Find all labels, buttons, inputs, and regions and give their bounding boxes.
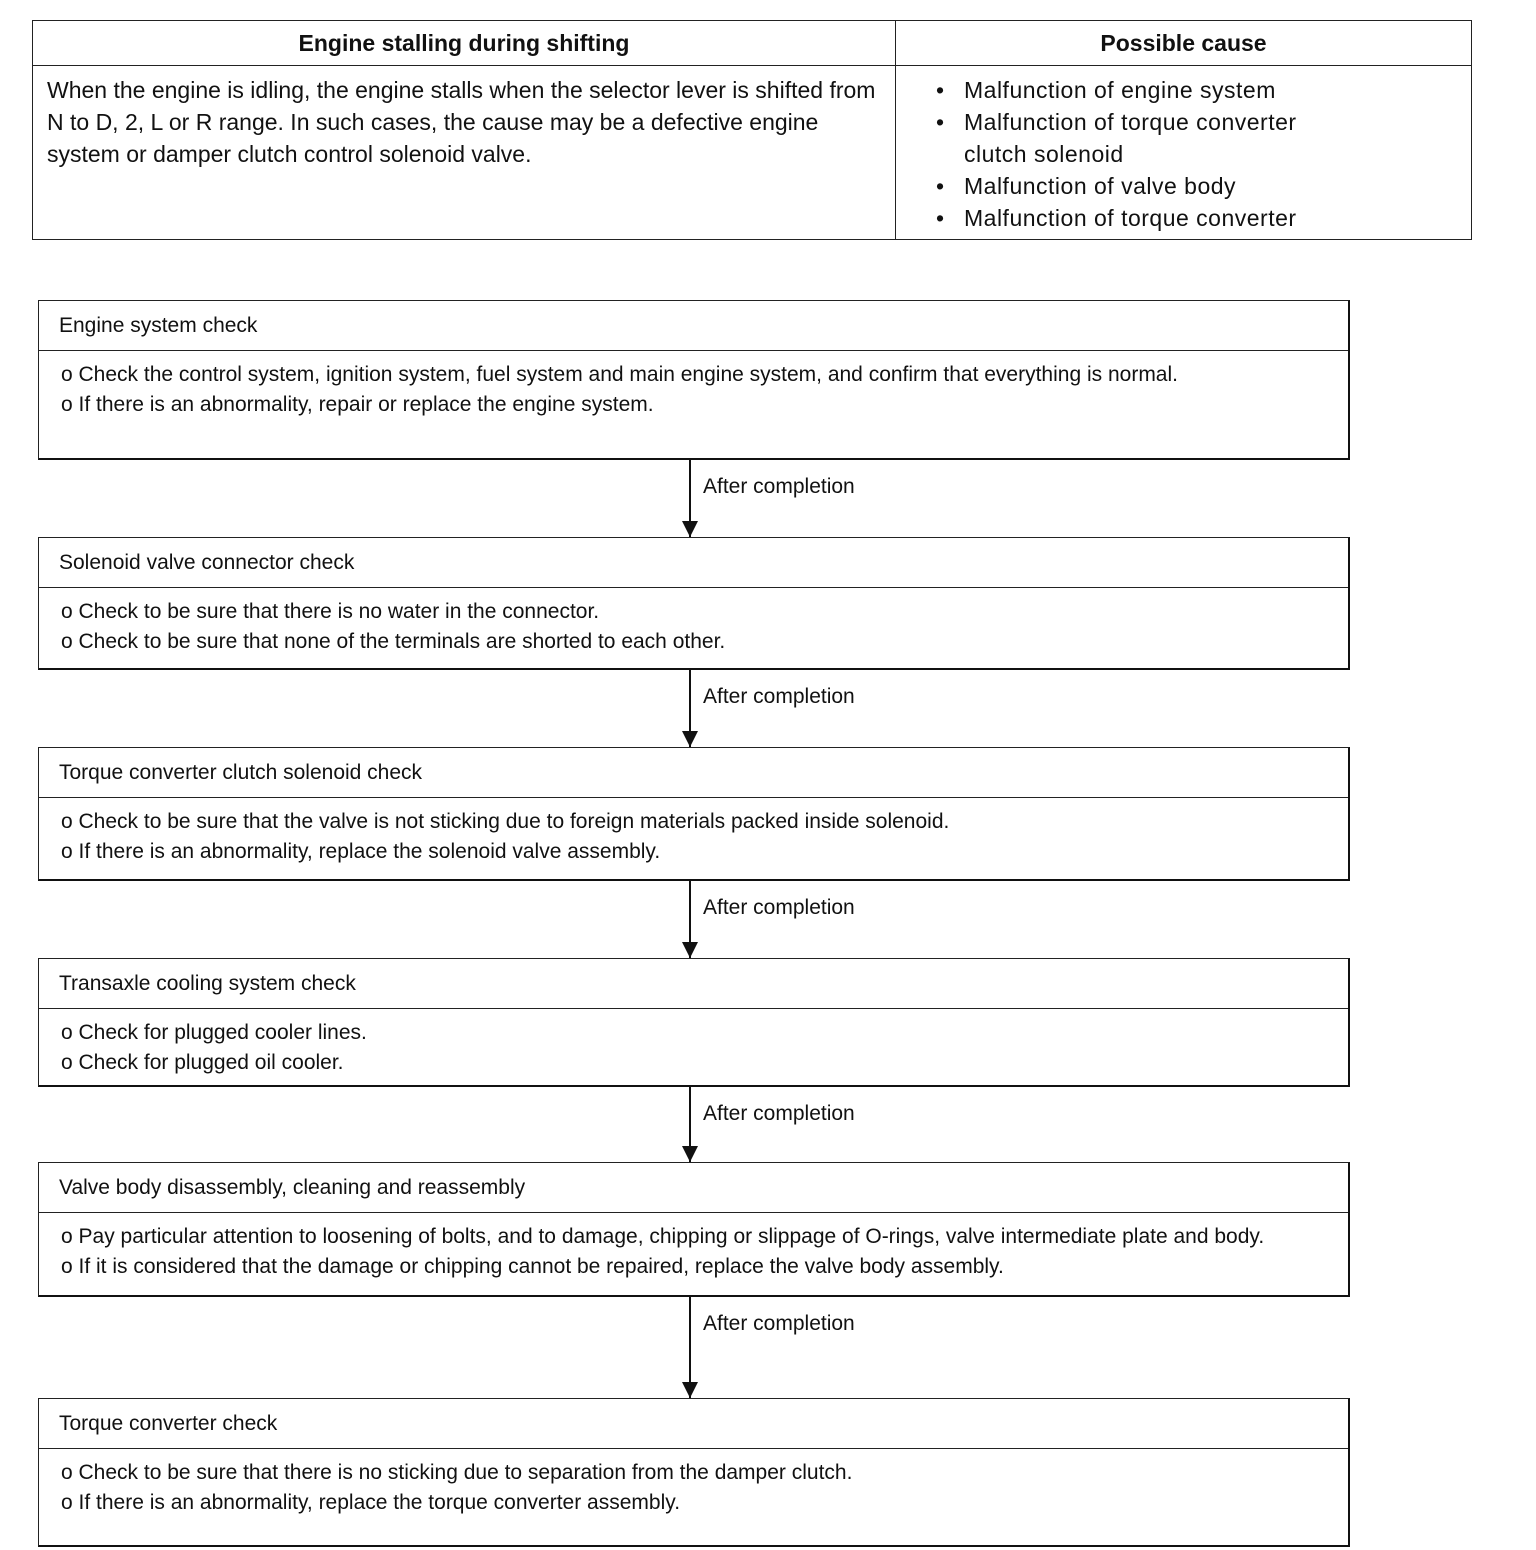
step-item: o Check for plugged oil cooler. — [61, 1051, 344, 1074]
down-arrow-icon — [689, 670, 691, 747]
cause-item: • Malfunction of valve body — [934, 170, 1471, 202]
check-step-box — [38, 537, 1350, 670]
cause-item: • Malfunction of torque converter clutch solenoid — [934, 106, 1324, 170]
check-step-box — [38, 300, 1350, 460]
step-item: o Check to be sure that the valve is not sticking due to foreign materials packed inside solenoid. — [61, 810, 950, 833]
arrow-label: After completion — [703, 1312, 855, 1335]
step-item: o If there is an abnormality, repair or replace the engine system. — [61, 393, 654, 416]
down-arrow-icon — [689, 881, 691, 958]
step-body — [39, 1213, 1348, 1291]
step-body — [39, 588, 1348, 666]
step-body — [39, 351, 1348, 429]
check-step-box — [38, 958, 1350, 1087]
cause-item: • Malfunction of torque converter — [934, 202, 1471, 234]
step-item: o Check to be sure that none of the terminals are shorted to each other. — [61, 630, 726, 653]
step-title: Valve body disassembly, cleaning and reassembly — [39, 1163, 1348, 1213]
arrow-label: After completion — [703, 685, 855, 708]
step-item: o Check the control system, ignition system, fuel system and main engine system, and confirm that everything is normal. — [61, 363, 1178, 386]
step-item: o Check for plugged cooler lines. — [61, 1021, 367, 1044]
step-title: Engine system check — [39, 301, 1348, 351]
step-title: Solenoid valve connector check — [39, 538, 1348, 588]
step-title: Transaxle cooling system check — [39, 959, 1348, 1009]
down-arrow-icon — [689, 1297, 691, 1398]
step-item: o If there is an abnormality, replace the solenoid valve assembly. — [61, 840, 661, 863]
cause-item: • Malfunction of engine system — [934, 74, 1471, 106]
check-step-box — [38, 747, 1350, 881]
step-body — [39, 1449, 1348, 1527]
step-item: o Pay particular attention to loosening of bolts, and to damage, chipping or slippage of O-rings, valve intermediate plate and body. — [61, 1225, 1265, 1248]
step-body — [39, 798, 1348, 876]
cause-list — [896, 66, 1471, 234]
arrow-label: After completion — [703, 475, 855, 498]
arrow-label: After completion — [703, 896, 855, 919]
possible-cause-header: Possible cause — [896, 21, 1471, 66]
step-item: o Check to be sure that there is no water in the connector. — [61, 600, 600, 623]
check-step-box — [38, 1162, 1350, 1297]
step-item: o Check to be sure that there is no sticking due to separation from the damper clutch. — [61, 1461, 853, 1484]
step-title: Torque converter check — [39, 1399, 1348, 1449]
symptom-header: Engine stalling during shifting — [33, 21, 896, 66]
step-item: o If it is considered that the damage or chipping cannot be repaired, replace the valve body assembly. — [61, 1255, 1004, 1278]
symptom-description: When the engine is idling, the engine stalls when the selector lever is shifted from N to D, 2, L or R range. In such cases, the cause may be a defective engine system or damper clutch control solenoid valve. — [33, 66, 896, 239]
arrow-label: After completion — [703, 1102, 855, 1125]
down-arrow-icon — [689, 1087, 691, 1162]
symptom-table — [32, 20, 1472, 240]
check-step-box — [38, 1398, 1350, 1547]
step-item: o If there is an abnormality, replace the torque converter assembly. — [61, 1491, 681, 1514]
down-arrow-icon — [689, 460, 691, 537]
step-title: Torque converter clutch solenoid check — [39, 748, 1348, 798]
step-body — [39, 1009, 1348, 1087]
